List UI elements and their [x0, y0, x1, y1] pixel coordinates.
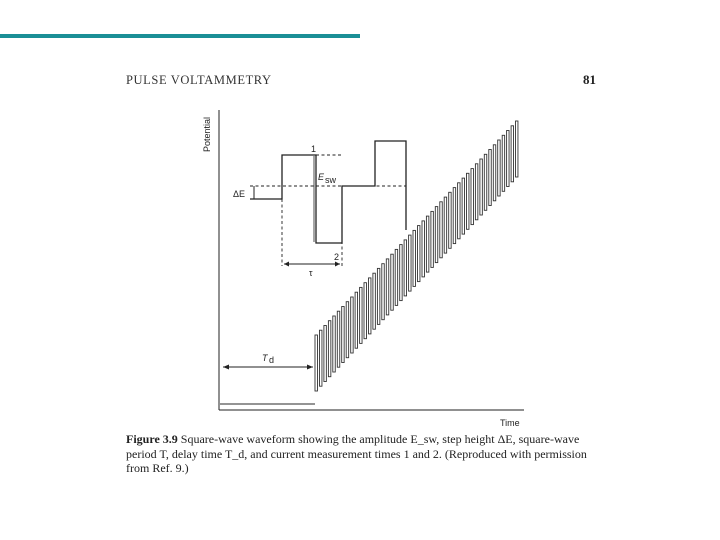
- pulse: [498, 140, 500, 196]
- pulse: [484, 154, 486, 210]
- pulse: [440, 202, 442, 258]
- time-2-label: 2: [334, 252, 340, 262]
- pulse: [422, 221, 424, 277]
- pulse: [369, 278, 371, 334]
- pulse: [333, 316, 335, 372]
- inset-square-wave: [233, 141, 406, 278]
- tau-arrowhead-left: [284, 262, 289, 267]
- pulse: [320, 330, 322, 386]
- pulse: [404, 240, 406, 296]
- pulse: [386, 259, 388, 315]
- pulse: [426, 216, 428, 272]
- e-sw-subscript: sw: [325, 175, 336, 185]
- pulse: [453, 188, 455, 244]
- tau-arrowhead-right: [335, 262, 340, 267]
- square-wave-line: [250, 141, 406, 243]
- pulse: [444, 197, 446, 253]
- pulse: [382, 264, 384, 320]
- y-axis-label: Potential: [202, 116, 212, 152]
- pulse: [471, 169, 473, 225]
- pulse: [507, 131, 509, 187]
- pulse: [493, 145, 495, 201]
- td-arrowhead-left: [223, 365, 229, 370]
- td-label: T: [262, 353, 268, 363]
- pulse: [502, 135, 504, 191]
- caption-text: Square-wave waveform showing the amplitude E_sw, step height ΔE, square-wave period T, delay time T_d, and current measurement times 1 and 2. (Reproduced with permission from Ref. 9.): [126, 432, 587, 475]
- pulse: [467, 173, 469, 229]
- pulse: [342, 307, 344, 363]
- pulse-train: [315, 121, 518, 391]
- pulse: [511, 126, 513, 182]
- pulse: [418, 226, 420, 282]
- pulse: [337, 311, 339, 367]
- tau-label: τ: [309, 268, 313, 278]
- pulse: [516, 121, 518, 177]
- time-1-label: 1: [311, 144, 317, 154]
- td-arrowhead-right: [307, 365, 313, 370]
- pulse: [315, 335, 317, 391]
- pulse: [377, 268, 379, 324]
- e-sw-label: E: [318, 172, 325, 182]
- caption-label: Figure 3.9: [126, 432, 178, 446]
- pulse: [355, 292, 357, 348]
- pulse: [360, 287, 362, 343]
- pulse: [435, 207, 437, 263]
- pulse: [391, 254, 393, 310]
- pulse: [364, 283, 366, 339]
- pulse: [328, 321, 330, 377]
- pulse: [431, 211, 433, 267]
- pulse: [489, 150, 491, 206]
- pulse: [346, 302, 348, 358]
- pulse: [475, 164, 477, 220]
- td-subscript: d: [269, 355, 275, 365]
- figure-caption: [126, 432, 611, 476]
- x-axis-label: Time: [500, 418, 520, 428]
- pulse: [480, 159, 482, 215]
- pulse: [373, 273, 375, 329]
- pulse: [324, 326, 326, 382]
- pulse: [400, 245, 402, 301]
- page-number: 81: [583, 72, 596, 87]
- delay-time-marker: [223, 353, 313, 370]
- delta-e-label: ΔE: [233, 189, 246, 199]
- running-head: PULSE VOLTAMMETRY: [126, 73, 272, 87]
- pulse: [409, 235, 411, 291]
- pulse: [351, 297, 353, 353]
- pulse: [395, 249, 397, 305]
- pulse: [449, 192, 451, 248]
- pulse: [413, 230, 415, 286]
- pulse: [458, 183, 460, 239]
- pulse: [462, 178, 464, 234]
- guide-lines: [250, 155, 406, 266]
